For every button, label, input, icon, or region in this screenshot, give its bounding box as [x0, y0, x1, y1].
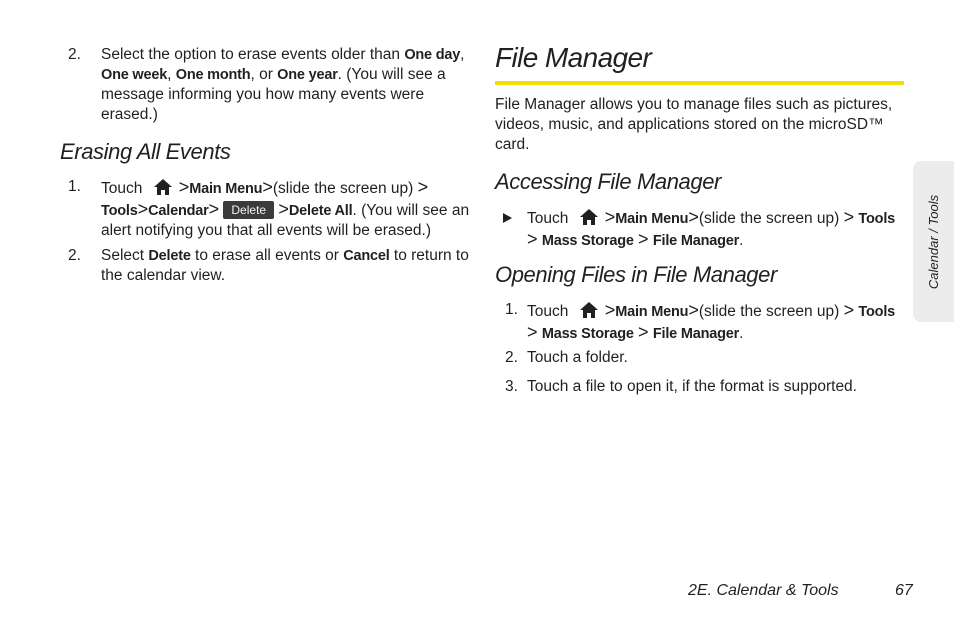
section-title-erasing-all-events: Erasing All Events	[60, 139, 231, 164]
step-text: Touch >Main Menu>(slide the screen up) > Tools>Calendar> Delete >Delete All. (You will see an alert notifying you that all events will be erased.)	[101, 177, 470, 239]
menu-path-file-manager: File Manager	[652, 233, 740, 249]
menu-path-tools: Tools	[858, 211, 896, 227]
step-number: 2.	[68, 46, 81, 63]
menu-path-calendar: Calendar	[148, 203, 209, 219]
menu-path-main-menu: Main Menu	[615, 304, 689, 320]
step-number: 3.	[505, 378, 518, 395]
page-title: File Manager	[495, 42, 652, 73]
menu-path-mass-storage: Mass Storage	[541, 326, 634, 342]
step-number: 1.	[68, 178, 81, 195]
step-text: Select Delete to erase all events or Cancel to return to the calendar view.	[101, 247, 469, 284]
section-title-accessing: Accessing File Manager	[495, 169, 721, 194]
option-one-month: One month	[175, 67, 251, 83]
option-one-day: One day	[404, 47, 461, 63]
home-icon	[579, 208, 599, 226]
action-cancel: Cancel	[343, 248, 390, 264]
home-icon	[579, 301, 599, 319]
menu-path-main-menu: Main Menu	[615, 211, 689, 227]
side-tab-label: Calendar / Tools	[925, 194, 941, 289]
action-delete: Delete	[148, 248, 191, 264]
footer-page-number: 67	[895, 582, 913, 599]
step-text: Touch >Main Menu>(slide the screen up) > Tools > Mass Storage > File Manager.	[527, 207, 896, 249]
menu-path-tools: Tools	[858, 304, 896, 320]
home-icon	[153, 178, 173, 196]
step-text: Touch a file to open it, if the format is supported.	[527, 378, 857, 395]
menu-path-mass-storage: Mass Storage	[541, 233, 634, 249]
step-text: Touch a folder.	[527, 349, 628, 366]
option-one-week: One week	[101, 67, 168, 83]
step-number: 2.	[505, 349, 518, 366]
step-number: 2.	[68, 247, 81, 264]
option-one-year: One year	[277, 67, 338, 83]
step-text: Select the option to erase events older than One day, One week, One month, or One year. (You will see a message informing you how many events were erased.)	[101, 46, 465, 123]
triangle-bullet-icon	[503, 213, 512, 223]
delete-key-graphic: Delete	[223, 201, 274, 219]
footer-section-name: 2E. Calendar & Tools	[688, 582, 839, 599]
section-side-tab	[913, 161, 954, 322]
menu-path-delete-all: Delete All	[288, 203, 353, 219]
section-title-opening: Opening Files in File Manager	[495, 262, 777, 287]
menu-path-file-manager: File Manager	[652, 326, 740, 342]
menu-path-main-menu: Main Menu	[189, 181, 263, 197]
title-rule	[495, 81, 904, 85]
step-text: Touch >Main Menu>(slide the screen up) > Tools > Mass Storage > File Manager.	[527, 300, 896, 342]
menu-path-tools: Tools	[101, 203, 138, 219]
intro-paragraph: File Manager allows you to manage files such as pictures, videos, music, and applications stored on the microSD™ card.	[495, 96, 893, 153]
step-number: 1.	[505, 301, 518, 318]
